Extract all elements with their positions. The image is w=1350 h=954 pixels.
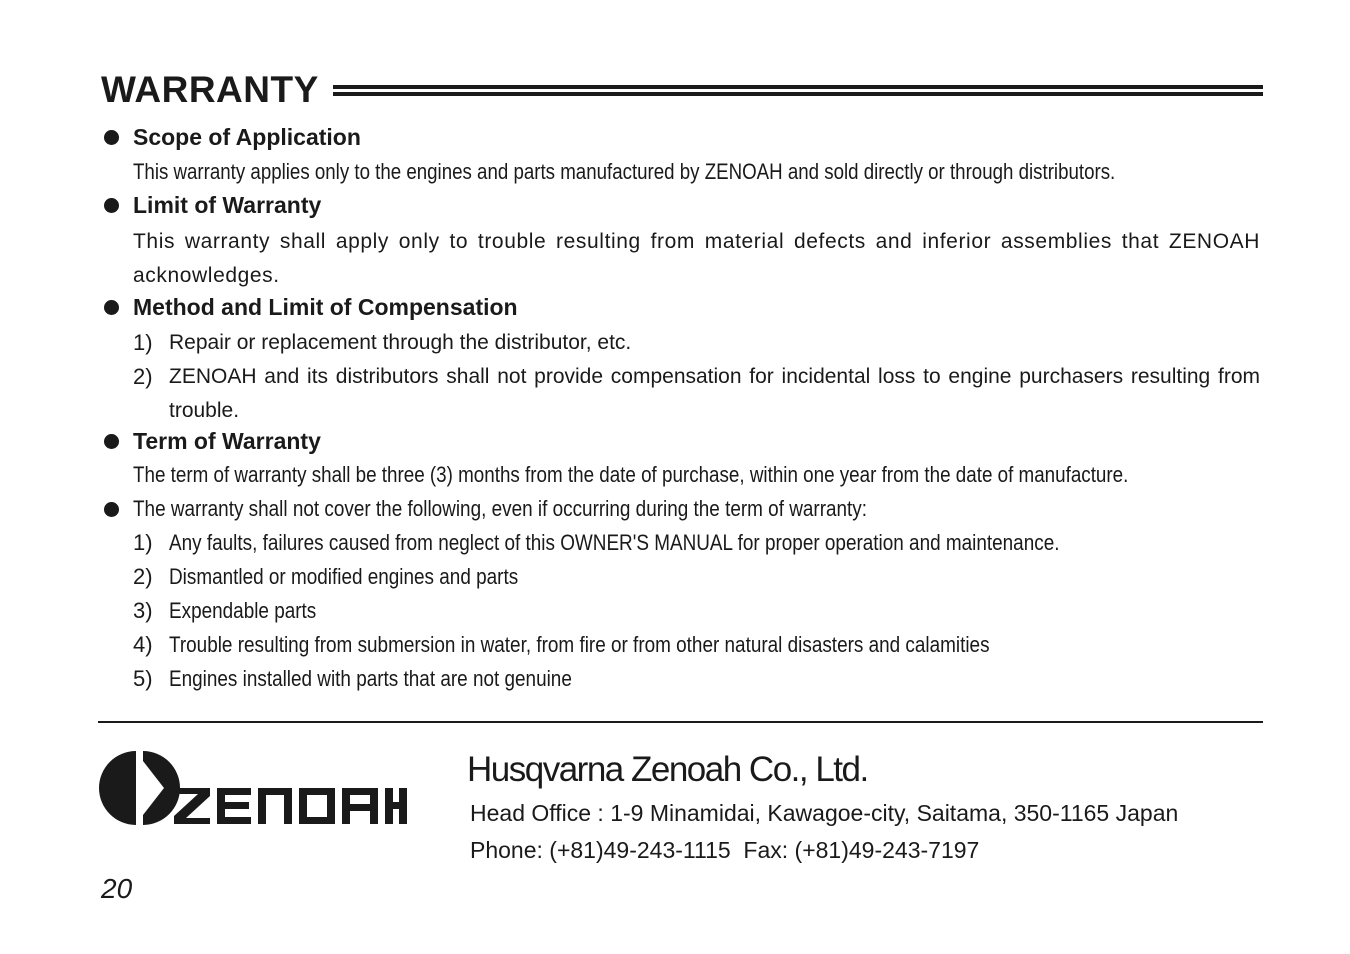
limit-heading: Limit of Warranty [133,192,322,218]
item-text: Engines installed with parts that are not genuine [169,666,572,691]
footer-divider [98,721,1263,723]
contact-phone-fax: Phone: (+81)49-243-1115 Fax: (+81)49-243-7197 [470,837,980,863]
item-text: ZENOAH and its distributors shall not provide compensation for incidental loss to engine purchasers resulting from trouble. [169,365,1260,422]
zenoah-logo [97,749,412,827]
exclusions-intro: The warranty shall not cover the following, even if occurring during the term of warranty: [133,496,868,521]
item-number: 5) [133,666,153,691]
item-text: Trouble resulting from submersion in water, from fire or from other natural disasters and calamities [169,632,990,657]
item-number: 1) [133,530,153,555]
compensation-heading-row [104,294,518,321]
bullet-icon [104,434,119,449]
term-body: The term of warranty shall be three (3) months from the date of purchase, within one year from the date of manufacture. [133,462,1129,487]
logo-emblem-icon [99,751,180,825]
exclusions-intro-row [104,496,987,522]
exclusion-item [133,632,1123,658]
item-number: 3) [133,598,153,623]
title-row [101,68,1263,112]
item-text: Repair or replacement through the distributor, etc. [169,331,632,354]
bullet-icon [104,130,119,145]
page-number: 20 [101,873,133,904]
item-text: Any faults, failures caused from neglect of this OWNER'S MANUAL for proper operation and maintenance. [169,530,1060,555]
bullet-icon [104,198,119,213]
title-double-rule [333,85,1263,96]
bullet-icon [104,502,119,517]
scope-body: This warranty applies only to the engines and parts manufactured by ZENOAH and sold directly or through distributors. [133,159,1116,184]
compensation-item [133,326,1260,360]
company-name: Husqvarna Zenoah Co., Ltd. [467,750,868,789]
term-heading-row [104,428,321,455]
limit-body: This warranty shall apply only to trouble resulting from material defects and inferior assemblies that ZENOAH acknowledges. [133,230,1260,287]
item-number: 2) [133,564,153,589]
item-number: 1) [133,330,153,355]
limit-heading-row [104,192,321,219]
term-heading: Term of Warranty [133,428,321,454]
compensation-item [133,360,1260,428]
exclusion-item [133,598,340,624]
bullet-icon [104,300,119,315]
compensation-heading: Method and Limit of Compensation [133,294,518,320]
exclusion-item [133,666,637,692]
head-office-address: Head Office : 1-9 Minamidai, Kawagoe-city, Saitama, 350-1165 Japan [470,800,1179,826]
item-number: 4) [133,632,153,657]
exclusion-item [133,564,575,590]
item-number: 2) [133,364,153,389]
logo-wordmark [174,788,407,824]
item-text: Expendable parts [169,598,317,623]
item-text: Dismantled or modified engines and parts [169,564,519,589]
scope-heading-row [104,124,361,151]
page-title: WARRANTY [101,69,319,110]
exclusion-item [133,530,1204,556]
scope-heading: Scope of Application [133,124,361,150]
